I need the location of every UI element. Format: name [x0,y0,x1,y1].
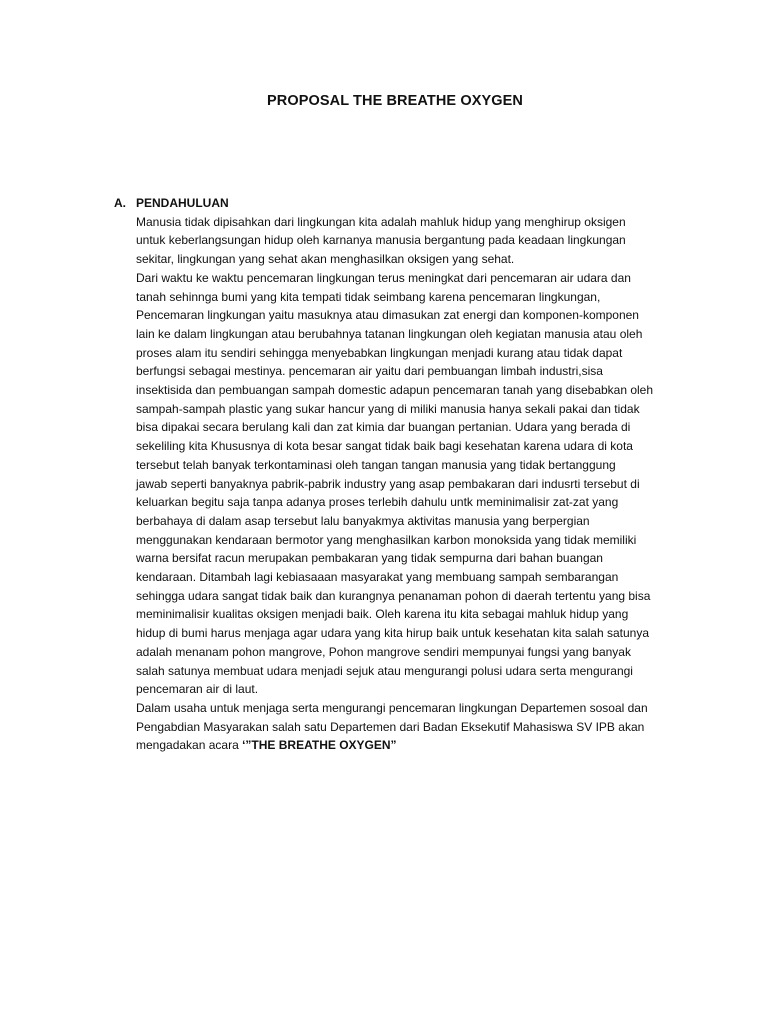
section-heading [114,194,674,213]
section-heading-text: PENDAHULUAN [136,196,229,210]
body-line: tersebut telah banyak terkontaminasi oleh tangan tangan manusia yang tidak bertanggung [136,457,616,472]
body-line: Dari waktu ke waktu pencemaran lingkungan terus meningkat dari pencemaran air udara dan [136,270,631,285]
body-line: Pengabdian Masyarakan salah satu Departemen dari Badan Eksekutif Mahasiswa SV IPB akan [136,719,645,734]
body-line: bisa dipakai secara berulang kali dan zat kimia dar buangan pertanian. Udara yang berada di [136,420,631,435]
section-pendahuluan [114,194,674,755]
closing-prefix: mengadakan acara [136,738,243,753]
body-line: warna bersifat racun merupakan pembakaran yang tidak sempurna dari bahan buangan [136,551,603,566]
body-line: salah satunya membuat udara menjadi sejuk atau mengurangi polusi udara serta mengurangi [136,663,633,678]
body-line: jawab seperti banyaknya pabrik-pabrik industry yang asap pembakaran dari indusrti tersebut di [136,476,640,491]
body-line: sehingga udara sangat tidak baik dan kurangnya penanaman pohon di daerah tertentu yang bisa [136,588,651,603]
section-body [136,213,674,755]
body-line: proses alam itu sendiri sehingga menyebabkan lingkungan menjadi kurang atau tidak dapat [136,345,623,360]
body-line: untuk keberlangsungan hidup oleh karnanya manusia bergantung pada keadaan lingkungan [136,233,626,248]
body-line: Dalam usaha untuk menjaga serta mengurangi pencemaran lingkungan Departemen sosoal dan [136,700,648,715]
body-line: meminimalisir kualitas oksigen menjadi baik. Oleh karena itu kita sebagai mahluk hidup yang [136,607,629,622]
body-line: sekeliling kita Khususnya di kota besar sangat tidak baik bagi kesehatan karena udara di kota [136,439,633,454]
section-letter: A. [114,196,126,210]
body-line: berfungsi sebagai mestinya. pencemaran air yaitu dari pembuangan limbah industri,sisa [136,364,603,379]
body-line: tanah sehinnga bumi yang kita tempati tidak seimbang karena pencemaran lingkungan, [136,289,601,304]
body-line: Manusia tidak dipisahkan dari lingkungan kita adalah mahluk hidup yang menghirup oksigen [136,214,626,229]
body-line: berbahaya di dalam asap tersebut lalu banyakmya aktivitas manusia yang berpergian [136,513,590,528]
body-line: menggunakan kendaraan bermotor yang menghasilkan karbon monoksida yang tidak memiliki [136,532,637,547]
body-line: sampah-sampah plastic yang sukar hancur yang di miliki manusia hanya sekali pakai dan tidak [136,401,640,416]
body-line: sekitar, lingkungan yang sehat akan menghasilkan oksigen yang sehat. [136,252,515,267]
body-line: lain ke dalam lingkungan atau berubahnya tatanan lingkungan oleh kegiatan manusia atau oleh [136,326,643,341]
body-line: hidup di bumi harus menjaga agar udara yang kita hirup baik untuk kesehatan kita salah satunya [136,626,649,641]
body-line: adalah menanam pohon mangrove, Pohon mangrove sendiri mempunyai fungsi yang banyak [136,644,631,659]
document-title: PROPOSAL THE BREATHE OXYGEN [267,93,523,109]
body-line: keluarkan begitu saja tanpa adanya proses terlebih dahulu untk meminimalisir zat-zat yang [136,495,619,510]
body-line: insektisida dan pembuangan sampah domestic adapun pencemaran tanah yang disebabkan oleh [136,383,654,398]
body-line: pencemaran air di laut. [136,682,259,697]
event-name: ‘”THE BREATHE OXYGEN” [242,738,397,753]
closing-line [136,736,674,755]
body-line: kendaraan. Ditambah lagi kebiasaaan masyarakat yang membuang sampah sembarangan [136,570,619,585]
body-line: Pencemaran lingkungan yaitu masuknya atau dimasukan zat energi dan komponen-komponen [136,308,639,323]
